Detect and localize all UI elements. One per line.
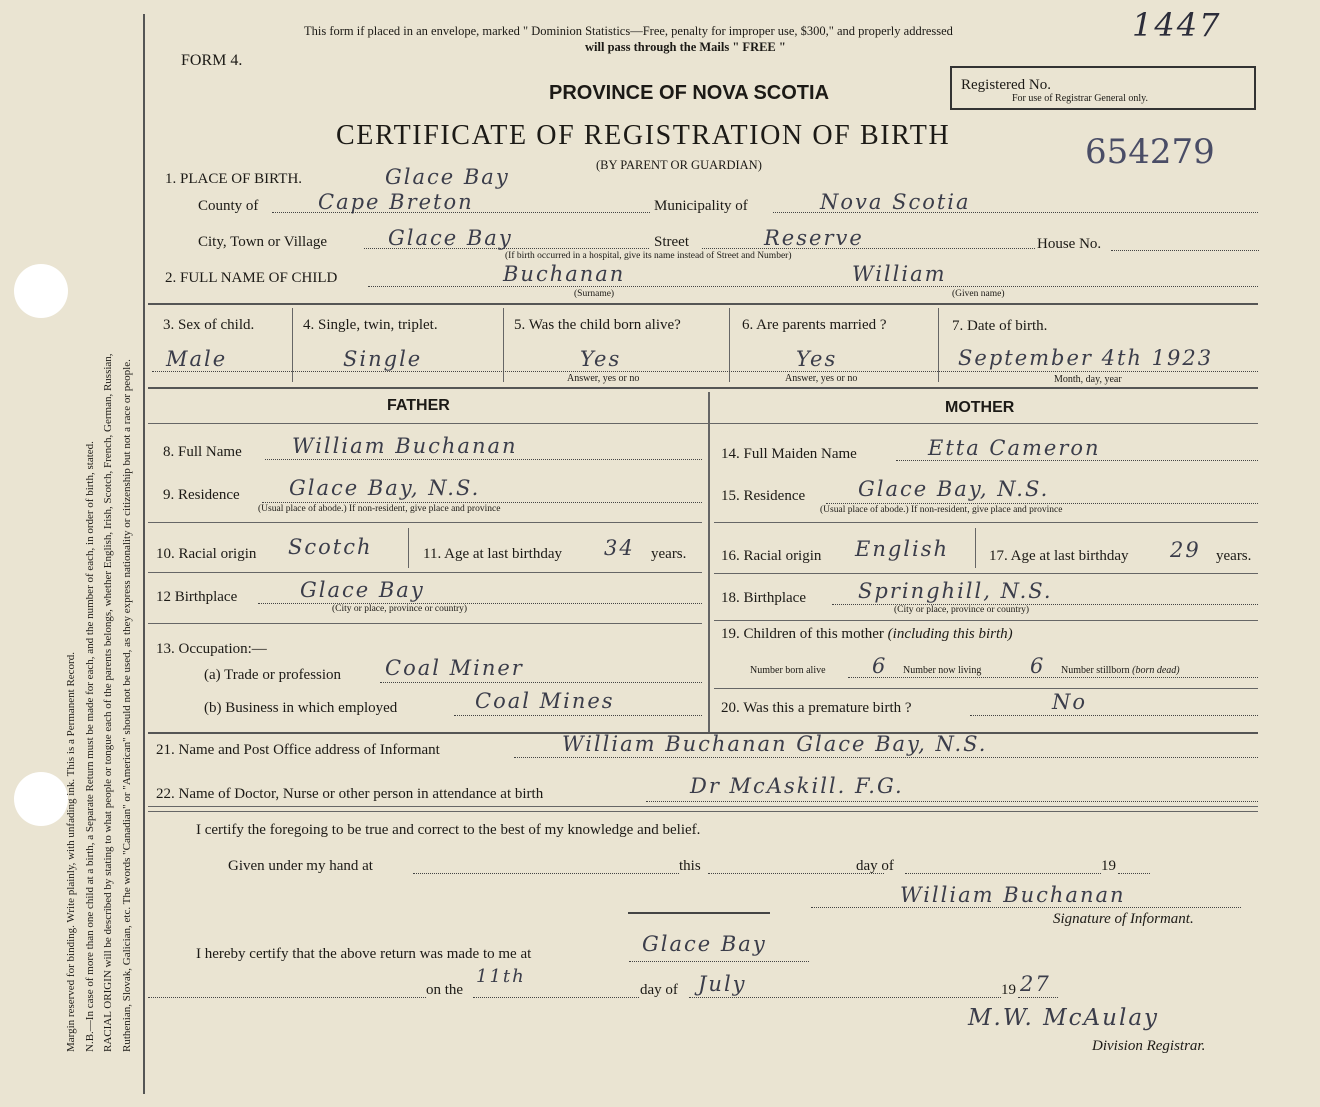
registrar-signature: M.W. McAulay (968, 1005, 1160, 1031)
mother-name-label: 14. Full Maiden Name (721, 446, 857, 462)
father-age-years: years. (651, 546, 687, 562)
margin-line-3: RACIAL ORIGIN will be described by stating to what people or tongue each of the parents belongs, whether English, Irish, Scotch, French, German, Russian, (102, 353, 114, 1052)
father-name-label: 8. Full Name (163, 444, 242, 460)
sex-value: Male (166, 347, 228, 371)
trade-value: Coal Miner (385, 656, 524, 680)
margin-line-1: Margin reserved for binding. Write plainly, with unfading ink. This is a Permanent Record. (65, 652, 77, 1052)
parents-married-value: Yes (796, 347, 838, 371)
born-alive-count-label: Number born alive (750, 665, 826, 676)
mother-race-value: English (855, 537, 950, 561)
given-under-label: Given under my hand at (228, 858, 373, 874)
this-label: this (679, 858, 701, 874)
plurality-value: Single (343, 347, 423, 371)
signature-caption: Signature of Informant. (1053, 911, 1194, 927)
trade-label: (a) Trade or profession (204, 667, 342, 683)
street-label: Street (654, 234, 689, 250)
day-of-label-2: day of (640, 982, 678, 998)
postal-note-1: This form if placed in an envelope, marked " Dominion Statistics—Free, penalty for improper use, $300," and properly addressed (304, 24, 953, 38)
doctor-label: 22. Name of Doctor, Nurse or other person in attendance at birth (156, 786, 544, 802)
stillborn-label-note: (born dead) (1132, 665, 1180, 676)
child-given-name: William (852, 262, 947, 286)
return-label: I hereby certify that the above return was made to me at (196, 946, 532, 962)
father-residence-label: 9. Residence (163, 487, 240, 503)
place-of-birth-label: 1. PLACE OF BIRTH. (165, 171, 303, 187)
born-alive-value: Yes (580, 347, 622, 371)
premature-value: No (1052, 690, 1088, 714)
year-prefix-label: 19 (1101, 858, 1116, 874)
child-name-label: 2. FULL NAME OF CHILD (165, 270, 338, 286)
mother-residence-value: Glace Bay, N.S. (858, 477, 1050, 501)
father-birthplace-value: Glace Bay (300, 578, 425, 602)
hospital-note: (If birth occurred in a hospital, give its name instead of Street and Number) (505, 251, 792, 261)
father-race-value: Scotch (288, 535, 373, 559)
premature-label: 20. Was this a premature birth ? (721, 700, 912, 716)
parents-married-label: 6. Are parents married ? (742, 317, 887, 333)
dob-caption: Month, day, year (1054, 374, 1122, 385)
mother-race-label: 16. Racial origin (721, 548, 822, 564)
mother-birthplace-label: 18. Birthplace (721, 590, 806, 606)
business-value: Coal Mines (475, 689, 615, 713)
province-heading: PROVINCE OF NOVA SCOTIA (549, 82, 830, 104)
municipality-value: Nova Scotia (820, 190, 971, 214)
occupation-label: 13. Occupation:— (156, 641, 267, 657)
father-name-value: William Buchanan (292, 434, 518, 458)
margin-notes (62, 2, 136, 1052)
month-value: July (698, 972, 747, 996)
mother-name-value: Etta Cameron (928, 436, 1101, 460)
father-residence-value: Glace Bay, N.S. (289, 476, 481, 500)
stillborn-label-text: Number stillborn (1061, 665, 1130, 676)
dob-label: 7. Date of birth. (952, 318, 1048, 334)
street-value: Reserve (764, 226, 864, 250)
mother-birthplace-value: Springhill, N.S. (858, 579, 1053, 603)
father-age-label: 11. Age at last birthday (423, 546, 562, 562)
business-label: (b) Business in which employed (204, 700, 398, 716)
municipality-label: Municipality of (654, 198, 748, 214)
informant-signature: William Buchanan (900, 883, 1126, 907)
children-label-note: (including this birth) (887, 626, 1013, 642)
father-birthplace-label: 12 Birthplace (156, 589, 238, 605)
living-count: 6 (1030, 654, 1046, 678)
born-alive-count: 6 (872, 654, 888, 678)
informant-label: 21. Name and Post Office address of Informant (156, 742, 440, 758)
corner-mark: 1447 (1132, 6, 1222, 44)
mother-heading: MOTHER (945, 399, 1015, 416)
registrar-caption: Division Registrar. (1092, 1038, 1206, 1054)
county-value: Cape Breton (318, 190, 474, 214)
doctor-value: Dr McAskill. F.G. (690, 774, 904, 798)
stillborn-label (1061, 665, 1180, 676)
city-value: Glace Bay (388, 226, 513, 250)
margin-line-2: N.B.—In case of more than one child at a birth, a Separate Return must be made for each, and the number of each, in order of birth, stated. (83, 441, 96, 1052)
mother-residence-caption: (Usual place of abode.) If non-resident, give place and province (820, 505, 1063, 515)
day-of-label: day of (856, 858, 894, 874)
day-value: 11th (476, 966, 526, 987)
sex-label: 3. Sex of child. (163, 317, 255, 333)
form-number: FORM 4. (181, 52, 243, 69)
on-the-label: on the (426, 982, 464, 998)
born-alive-caption: Answer, yes or no (567, 373, 640, 384)
surname-caption: (Surname) (574, 289, 615, 299)
year-value: 27 (1020, 972, 1051, 996)
mother-age-value: 29 (1170, 538, 1201, 562)
parents-married-caption: Answer, yes or no (785, 373, 858, 384)
born-alive-label: 5. Was the child born alive? (514, 317, 681, 333)
place-of-birth-value: Glace Bay (385, 165, 510, 189)
living-count-label: Number now living (903, 665, 982, 676)
father-age-value: 34 (604, 536, 635, 560)
registered-number: 654279 (1085, 132, 1215, 172)
child-surname: Buchanan (503, 262, 626, 286)
father-heading: FATHER (387, 397, 450, 414)
father-race-label: 10. Racial origin (156, 546, 257, 562)
postal-note-2: will pass through the Mails " FREE " (585, 40, 786, 54)
binding-hole-top (14, 264, 68, 318)
informant-value: William Buchanan Glace Bay, N.S. (562, 732, 988, 756)
dob-value: September 4th 1923 (958, 346, 1214, 370)
father-residence-caption: (Usual place of abode.) If non-resident, give place and province (258, 504, 501, 514)
city-label: City, Town or Village (198, 234, 328, 250)
mother-age-years: years. (1216, 548, 1252, 564)
given-name-caption: (Given name) (952, 289, 1005, 299)
plurality-label: 4. Single, twin, triplet. (303, 317, 438, 333)
registered-label: Registered No. (961, 77, 1051, 93)
father-birthplace-caption: (City or place, province or country) (332, 604, 468, 614)
county-label: County of (198, 198, 259, 214)
mother-age-label: 17. Age at last birthday (989, 548, 1129, 564)
margin-rule (143, 14, 145, 1094)
children-label-text: 19. Children of this mother (721, 626, 884, 642)
margin-line-4: Ruthenian, Slovak, Galician, etc. The words "Canadian" or "American" should not be used, as they express nationality or citizenship but not a race or people. (120, 359, 133, 1052)
mother-birthplace-caption: (City or place, province or country) (894, 605, 1030, 615)
page-title: CERTIFICATE OF REGISTRATION OF BIRTH (336, 120, 951, 151)
children-label (721, 626, 1013, 643)
binding-hole-bottom (14, 772, 68, 826)
return-place: Glace Bay (642, 932, 767, 956)
certify-statement: I certify the foregoing to be true and correct to the best of my knowledge and belief. (196, 822, 701, 838)
page-subtitle: (BY PARENT OR GUARDIAN) (596, 158, 762, 172)
year-prefix-label-2: 19 (1001, 982, 1016, 998)
house-number-label: House No. (1037, 236, 1102, 252)
registrar-use-note: For use of Registrar General only. (1012, 93, 1148, 104)
mother-residence-label: 15. Residence (721, 488, 806, 504)
